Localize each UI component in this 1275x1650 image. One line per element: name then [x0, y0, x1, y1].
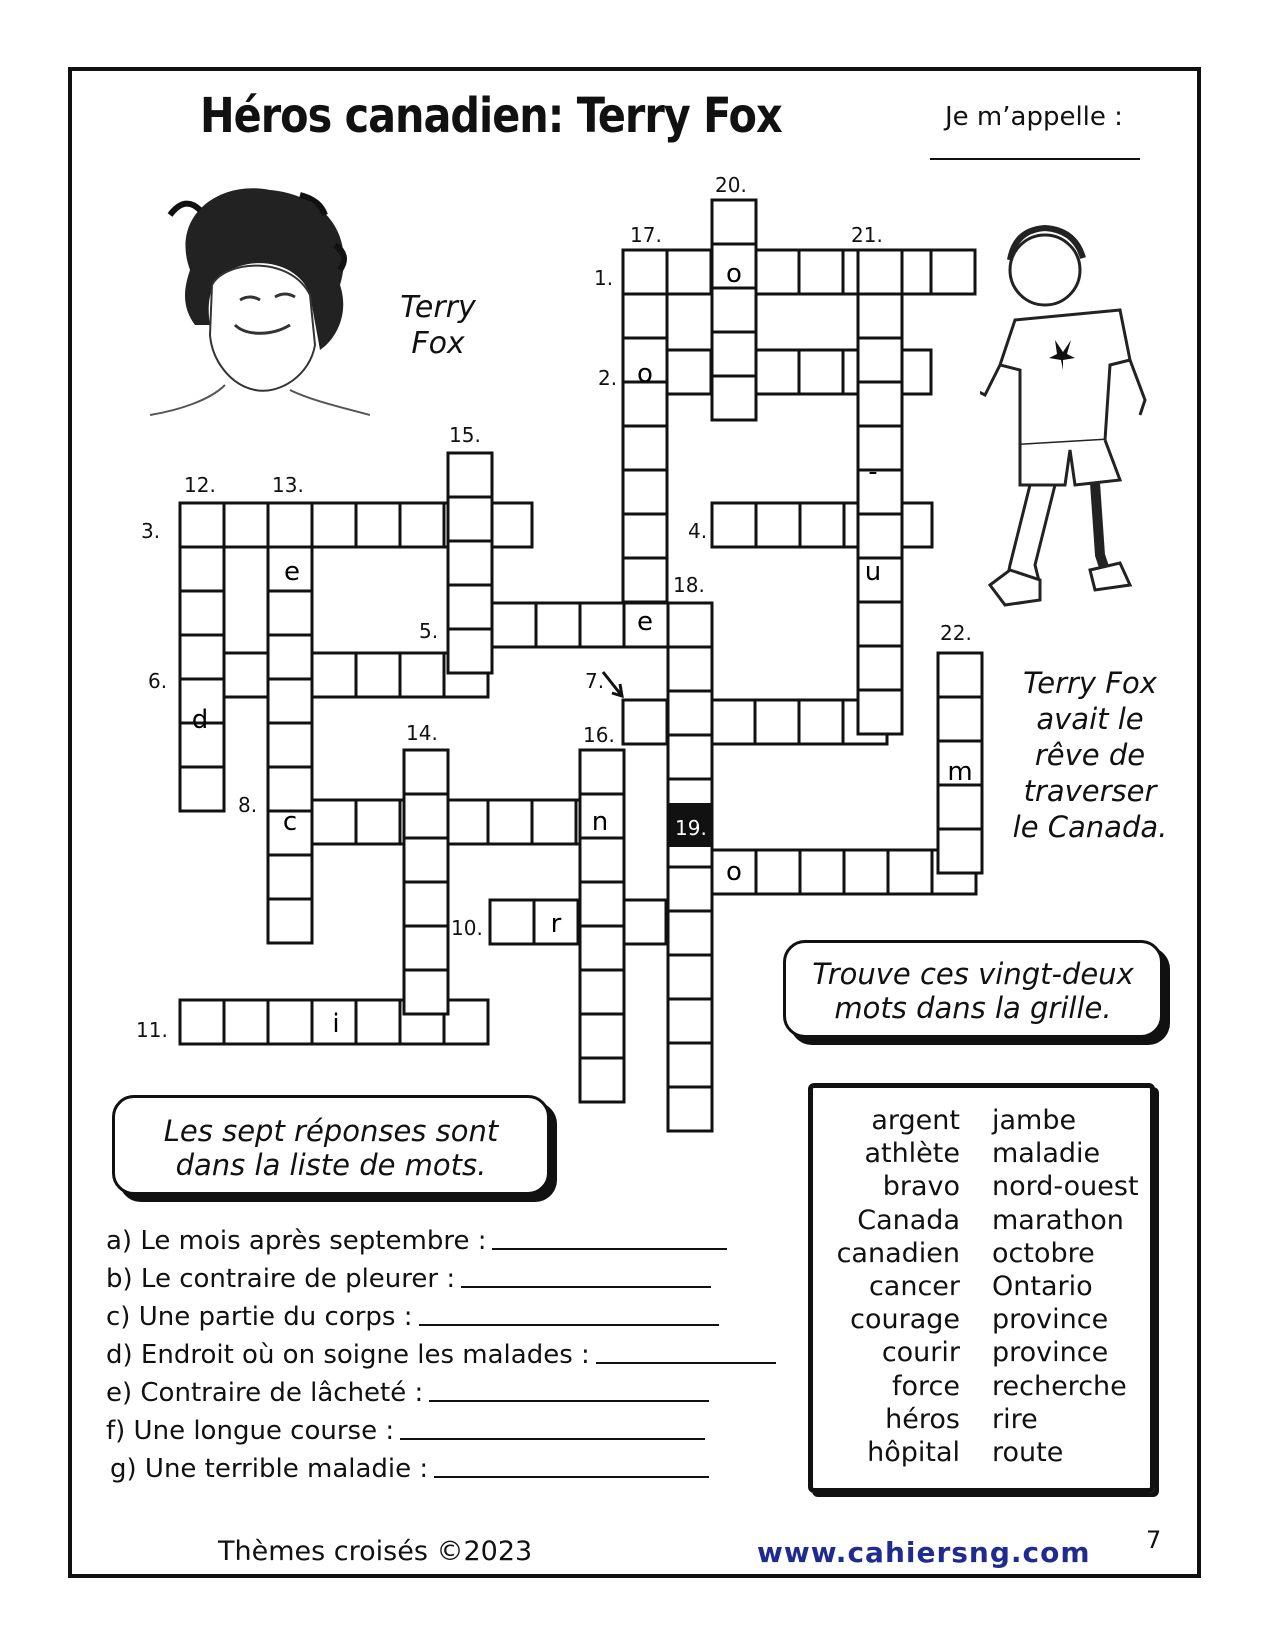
grid-cell[interactable]: [844, 850, 888, 894]
clue-number-5: 5.: [419, 619, 439, 643]
answer-line[interactable]: [596, 1362, 776, 1364]
grid-cell[interactable]: [312, 800, 356, 844]
clue-number-8: 8.: [238, 793, 258, 817]
grid-cell[interactable]: [400, 653, 444, 697]
question-b: [106, 1264, 711, 1294]
word-item: jambe: [992, 1105, 1077, 1136]
word-item: héros: [885, 1403, 960, 1435]
word-list-left: [820, 1104, 960, 1469]
clue-number-6: 6.: [148, 669, 168, 693]
grid-cell[interactable]: [400, 503, 444, 547]
clue-number-14: 14.: [406, 721, 438, 745]
grid-cell[interactable]: [312, 653, 356, 697]
grid-cell[interactable]: [858, 514, 902, 558]
word-item: cancer: [868, 1271, 960, 1303]
clue-number-22: 22.: [940, 621, 972, 645]
grid-cell[interactable]: [404, 838, 448, 882]
grid-cell[interactable]: [712, 503, 756, 547]
grid-cell[interactable]: [224, 653, 268, 697]
answer-line[interactable]: [434, 1476, 709, 1478]
seven-answers-line: dans la liste de mots.: [175, 1148, 487, 1182]
grid-cell[interactable]: [404, 794, 448, 838]
clue-number-13: 13.: [272, 473, 304, 497]
grid-cell[interactable]: [858, 646, 902, 690]
grid-cell[interactable]: [938, 697, 982, 741]
grid-cell[interactable]: [180, 503, 224, 547]
grid-cell[interactable]: [180, 1000, 224, 1044]
grid-cell[interactable]: [448, 453, 492, 497]
clue-number-1: 1.: [594, 266, 614, 290]
dream-line: rêve de: [1034, 738, 1146, 772]
grid-cell[interactable]: [180, 635, 224, 679]
grid-cell[interactable]: [623, 700, 667, 744]
clue-number-7: 7.: [585, 669, 605, 693]
clue-number-16: 16.: [583, 723, 615, 747]
grid-cell[interactable]: [668, 735, 712, 779]
word-item: rire: [992, 1403, 1038, 1435]
grid-cell[interactable]: [668, 999, 712, 1043]
page-title: Héros canadien: Terry Fox: [200, 86, 782, 144]
given-letter: u: [864, 557, 882, 587]
word-item: courir: [881, 1337, 960, 1369]
grid-cell[interactable]: [756, 850, 800, 894]
grid-cell[interactable]: [580, 750, 624, 794]
word-item: octobre: [992, 1237, 1095, 1269]
grid-cell[interactable]: [536, 603, 580, 647]
clue-number-17: 17.: [630, 223, 662, 247]
clue-number-15: 15.: [449, 423, 481, 447]
seven-answers-line: Les sept réponses sont: [163, 1114, 499, 1148]
grid-cell[interactable]: [580, 1014, 624, 1058]
answer-line[interactable]: [492, 1248, 727, 1250]
answer-line[interactable]: [429, 1400, 709, 1402]
grid-cell[interactable]: [356, 1000, 400, 1044]
grid-cell[interactable]: [180, 591, 224, 635]
grid-cell[interactable]: [180, 767, 224, 811]
grid-cell[interactable]: [668, 1087, 712, 1131]
grid-cell[interactable]: [268, 1000, 312, 1044]
grid-cell[interactable]: [448, 629, 492, 673]
word-item: athlète: [864, 1138, 960, 1170]
given-letter: e: [284, 557, 300, 587]
grid-cell[interactable]: [888, 850, 932, 894]
grid-cell[interactable]: [224, 503, 268, 547]
word-list-right: [992, 1104, 1152, 1469]
portrait-caption-line2: Fox: [411, 326, 465, 361]
grid-cell[interactable]: [668, 867, 712, 911]
question-e: [106, 1378, 709, 1408]
grid-cell[interactable]: [858, 382, 902, 426]
grid-cell[interactable]: [623, 294, 667, 338]
grid-cell[interactable]: [938, 829, 982, 873]
grid-cell[interactable]: [444, 1000, 488, 1044]
question-c: [106, 1302, 719, 1332]
grid-cell[interactable]: [712, 288, 756, 332]
given-letter: n: [591, 807, 609, 837]
name-label: Je m’appelle :: [945, 102, 1123, 132]
grid-cell[interactable]: [623, 250, 667, 294]
word-item: hôpital: [867, 1437, 960, 1469]
grid-cell[interactable]: [858, 602, 902, 646]
grid-cell[interactable]: [668, 1043, 712, 1087]
answer-line[interactable]: [419, 1324, 719, 1326]
grid-cell[interactable]: [712, 200, 756, 244]
clue-number-11: 11.: [136, 1018, 168, 1042]
grid-cell[interactable]: [668, 603, 712, 647]
grid-cell[interactable]: [712, 332, 756, 376]
grid-cell[interactable]: [404, 882, 448, 926]
given-letter: i: [332, 1009, 340, 1039]
grid-cell[interactable]: [404, 926, 448, 970]
find-words-line: Trouve ces vingt-deux: [812, 957, 1134, 991]
given-letter: o: [637, 359, 653, 389]
grid-cell[interactable]: [268, 635, 312, 679]
grid-cell[interactable]: [580, 970, 624, 1014]
grid-cell[interactable]: [668, 691, 712, 735]
grid-cell[interactable]: [448, 497, 492, 541]
grid-cell[interactable]: [532, 800, 576, 844]
grid-cell[interactable]: [448, 585, 492, 629]
question-text: a) Le mois après septembre :: [106, 1226, 487, 1256]
clue-7-arrow: [603, 672, 622, 696]
find-words-box: [783, 940, 1163, 1038]
grid-cell[interactable]: [488, 503, 532, 547]
grid-cell[interactable]: [755, 250, 799, 294]
copyright: Thèmes croisés ©2023: [218, 1536, 533, 1567]
grid-cell[interactable]: [800, 503, 844, 547]
dream-line: traverser: [1023, 774, 1157, 808]
grid-cell[interactable]: [356, 503, 400, 547]
page-number: 7: [1146, 1526, 1162, 1554]
grid-cell[interactable]: [580, 1058, 624, 1102]
grid-cell[interactable]: [711, 700, 755, 744]
grid-cell[interactable]: [312, 503, 356, 547]
word-item: Canada: [857, 1204, 960, 1236]
grid-cell[interactable]: [580, 926, 624, 970]
dream-line: le Canada.: [1012, 810, 1168, 844]
given-letter: m: [947, 757, 973, 787]
grid-cell[interactable]: [755, 700, 799, 744]
clue-number-3: 3.: [141, 519, 161, 543]
grid-cell[interactable]: [858, 338, 902, 382]
grid-cell[interactable]: [622, 900, 666, 944]
word-item: courage: [850, 1304, 960, 1336]
word-item: bravo: [882, 1171, 960, 1203]
grid-cell[interactable]: [268, 679, 312, 723]
seven-answers-box: [112, 1095, 550, 1195]
grid-cell[interactable]: [799, 350, 843, 394]
dream-line: Terry Fox: [1023, 666, 1157, 700]
grid-cell[interactable]: [268, 723, 312, 767]
grid-cell[interactable]: [667, 350, 711, 394]
question-text: e) Contraire de lâcheté :: [106, 1378, 424, 1408]
grid-cell[interactable]: [444, 800, 488, 844]
grid-cell[interactable]: [756, 503, 800, 547]
question-text: f) Une longue course :: [106, 1416, 395, 1446]
word-item: canadien: [836, 1237, 960, 1269]
grid-cell[interactable]: [938, 653, 982, 697]
grid-cell[interactable]: [623, 514, 667, 558]
grid-cell[interactable]: [268, 855, 312, 899]
word-item: maladie: [992, 1138, 1101, 1170]
website-link[interactable]: www.cahiersng.com: [757, 1536, 1091, 1569]
clue-number-12: 12.: [184, 473, 216, 497]
grid-cell[interactable]: [580, 838, 624, 882]
grid-cell[interactable]: [268, 767, 312, 811]
clue-number-21: 21.: [851, 223, 883, 247]
question-a: [106, 1226, 727, 1256]
word-item: province: [992, 1337, 1109, 1369]
dream-line: avait le: [1036, 702, 1144, 736]
grid-cell[interactable]: [490, 900, 534, 944]
word-item: route: [992, 1437, 1064, 1469]
given-letter: c: [282, 807, 298, 837]
word-item: nord-ouest: [992, 1171, 1139, 1203]
grid-cell[interactable]: [356, 800, 400, 844]
grid-cell[interactable]: [623, 426, 667, 470]
grid-cell[interactable]: [404, 750, 448, 794]
grid-cell[interactable]: [268, 591, 312, 635]
grid-cell[interactable]: [404, 970, 448, 1014]
grid-cell[interactable]: [268, 899, 312, 943]
answer-line[interactable]: [461, 1286, 711, 1288]
given-letter: -: [868, 457, 878, 487]
grid-cell[interactable]: [492, 603, 536, 647]
grid-cell[interactable]: [858, 690, 902, 734]
grid-cell[interactable]: [858, 294, 902, 338]
question-d: [106, 1340, 776, 1370]
grid-cell[interactable]: [623, 558, 667, 602]
question-text: g) Une terrible maladie :: [110, 1454, 429, 1484]
word-item: force: [892, 1370, 960, 1402]
question-text: c) Une partie du corps :: [106, 1302, 413, 1332]
question-g: [110, 1454, 709, 1484]
grid-cell[interactable]: [938, 785, 982, 829]
grid-cell[interactable]: [858, 250, 902, 294]
given-letter: r: [550, 909, 562, 939]
question-f: [106, 1416, 705, 1446]
clue-number-10: 10.: [451, 916, 483, 940]
word-item: marathon: [992, 1204, 1124, 1236]
given-letter: e: [637, 607, 653, 637]
grid-cell[interactable]: [799, 700, 843, 744]
word-item: argent: [871, 1105, 960, 1136]
grid-cell[interactable]: [448, 541, 492, 585]
word-item: recherche: [992, 1370, 1127, 1402]
grid-cell[interactable]: [580, 603, 624, 647]
grid-cell[interactable]: [755, 350, 799, 394]
grid-cell[interactable]: [667, 250, 711, 294]
portrait-caption-line1: Terry: [400, 290, 476, 325]
grid-cell[interactable]: [224, 1000, 268, 1044]
clue-number-20: 20.: [715, 173, 747, 197]
grid-cell[interactable]: [931, 250, 975, 294]
find-words-line: mots dans la grille.: [834, 991, 1112, 1025]
question-text: d) Endroit où on soigne les malades :: [106, 1340, 590, 1370]
grid-cell[interactable]: [668, 647, 712, 691]
grid-cell[interactable]: [356, 653, 400, 697]
question-text: b) Le contraire de pleurer :: [106, 1264, 456, 1294]
grid-cell[interactable]: [623, 470, 667, 514]
grid-cell[interactable]: [800, 850, 844, 894]
grid-cell[interactable]: [858, 426, 902, 470]
grid-cell[interactable]: [858, 470, 902, 514]
word-item: Ontario: [992, 1271, 1093, 1303]
clue-number-19: 19.: [675, 816, 707, 840]
grid-cell[interactable]: [668, 955, 712, 999]
clue-number-2: 2.: [598, 366, 618, 390]
grid-cell[interactable]: [488, 800, 532, 844]
given-letter: o: [726, 259, 742, 289]
clue-number-4: 4.: [688, 519, 708, 543]
grid-cell[interactable]: [799, 250, 843, 294]
grid-cell[interactable]: [712, 376, 756, 420]
grid-cell[interactable]: [268, 503, 312, 547]
clue-number-18: 18.: [673, 573, 705, 597]
given-letter: d: [191, 705, 209, 735]
grid-cell[interactable]: [180, 547, 224, 591]
grid-cell[interactable]: [668, 911, 712, 955]
answer-line[interactable]: [400, 1438, 705, 1440]
given-letter: o: [726, 857, 742, 887]
word-item: province: [992, 1304, 1109, 1336]
grid-cell[interactable]: [580, 882, 624, 926]
